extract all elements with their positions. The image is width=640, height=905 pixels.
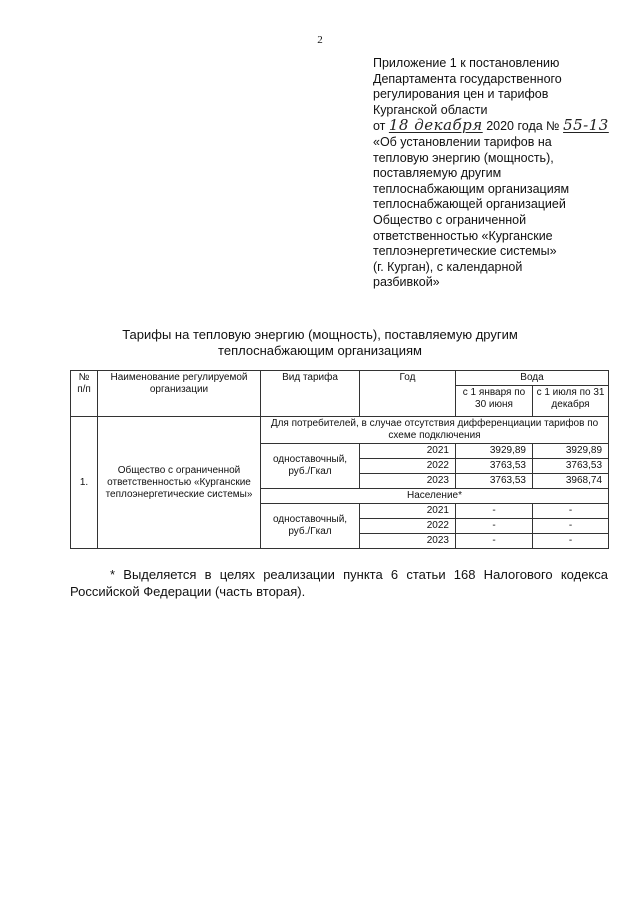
year-cell: 2022 bbox=[360, 459, 456, 474]
tariff-type-cell: одноставочный, руб./Гкал bbox=[261, 444, 360, 489]
value-cell: 3929,89 bbox=[456, 444, 533, 459]
appendix-line: Департамента государственного bbox=[373, 71, 562, 86]
value-cell: - bbox=[533, 504, 609, 519]
header-period-1: с 1 января по 30 июня bbox=[456, 386, 533, 417]
appendix-line: тепловую энергию (мощность), bbox=[373, 150, 554, 165]
document-title bbox=[0, 327, 640, 359]
handwritten-number: 55-13 bbox=[563, 116, 609, 135]
date-prefix: от bbox=[373, 119, 386, 134]
appendix-line: (г. Курган), с календарной bbox=[373, 259, 523, 274]
value-cell: 3763,53 bbox=[456, 474, 533, 489]
date-year: 2020 года № bbox=[486, 119, 560, 134]
value-cell: - bbox=[533, 519, 609, 534]
appendix-line: теплоэнергетические системы» bbox=[373, 244, 557, 259]
tariff-table bbox=[70, 370, 609, 549]
header-year: Год bbox=[360, 371, 456, 417]
row-number: 1. bbox=[71, 417, 98, 549]
appendix-line: разбивкой» bbox=[373, 275, 440, 290]
footnote: * Выделяется в целях реализации пункта 6 статьи 168 Налогового кодекса Российской Федерации (часть вторая). bbox=[70, 567, 608, 599]
appendix-line: Общество с ограниченной bbox=[373, 212, 527, 227]
year-cell: 2021 bbox=[360, 444, 456, 459]
value-cell: 3763,53 bbox=[533, 459, 609, 474]
appendix-date-line bbox=[373, 118, 623, 135]
value-cell: 3968,74 bbox=[533, 474, 609, 489]
title-line: Тарифы на тепловую энергию (мощность), поставляемую другим bbox=[122, 327, 518, 342]
header-num: № п/п bbox=[71, 371, 98, 417]
appendix-line: поставляемую другим bbox=[373, 166, 502, 181]
section-population-label: Население* bbox=[261, 489, 609, 504]
year-cell: 2023 bbox=[360, 474, 456, 489]
appendix-line: теплоснабжающим организациям bbox=[373, 181, 570, 196]
header-water: Вода bbox=[456, 371, 609, 386]
section-consumers-label: Для потребителей, в случае отсутствия дифференциации тарифов по схеме подключения bbox=[261, 417, 609, 444]
value-cell: 3763,53 bbox=[456, 459, 533, 474]
appendix-line: «Об установлении тарифов на bbox=[373, 134, 552, 149]
tariff-type-cell: одноставочный, руб./Гкал bbox=[261, 504, 360, 549]
year-cell: 2023 bbox=[360, 534, 456, 549]
title-line: теплоснабжающим организациям bbox=[218, 343, 422, 358]
page-number: 2 bbox=[317, 34, 323, 46]
value-cell: 3929,89 bbox=[533, 444, 609, 459]
appendix-line: теплоснабжающей организацией bbox=[373, 197, 566, 212]
value-cell: - bbox=[456, 534, 533, 549]
value-cell: - bbox=[456, 519, 533, 534]
value-cell: - bbox=[533, 534, 609, 549]
year-cell: 2021 bbox=[360, 504, 456, 519]
appendix-line: регулирования цен и тарифов bbox=[373, 87, 549, 102]
appendix-line: Приложение 1 к постановлению bbox=[373, 56, 560, 70]
appendix-line: Курганской области bbox=[373, 102, 488, 117]
handwritten-date: 18 декабря bbox=[388, 116, 483, 135]
header-period-2: с 1 июля по 31 декабря bbox=[533, 386, 609, 417]
appendix-line: ответственностью «Курганские bbox=[373, 228, 553, 243]
appendix-header bbox=[373, 56, 623, 291]
header-tariff-type: Вид тарифа bbox=[261, 371, 360, 417]
org-name: Общество с ограниченной ответственностью «Курганские теплоэнергетические системы» bbox=[98, 417, 261, 549]
value-cell: - bbox=[456, 504, 533, 519]
header-org: Наименование регулируемой организации bbox=[98, 371, 261, 417]
year-cell: 2022 bbox=[360, 519, 456, 534]
